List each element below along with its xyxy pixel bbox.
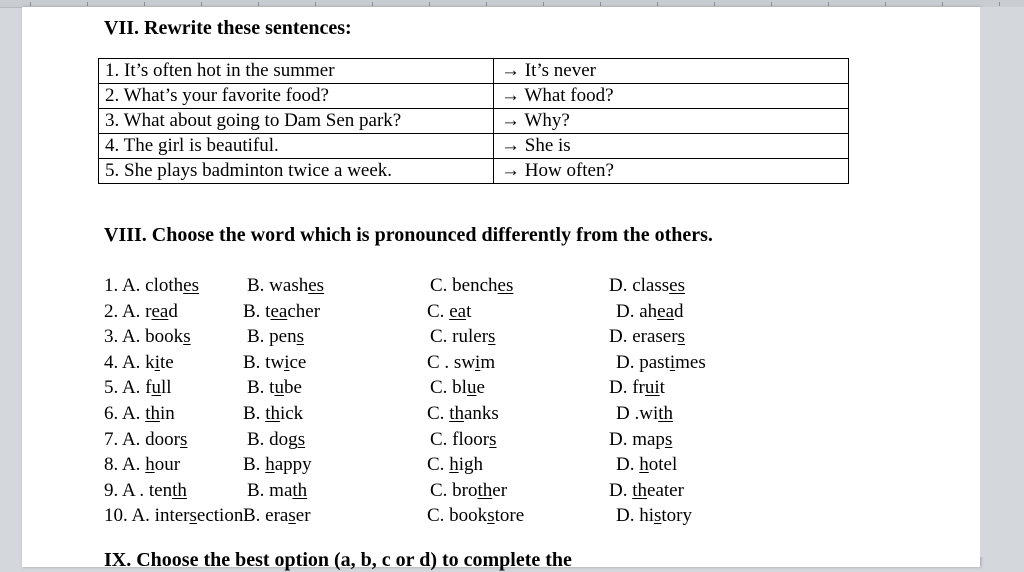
option-text: D. eraser: [609, 326, 678, 348]
original-sentence: 3. What about going to Dam Sen park?: [99, 109, 494, 134]
underlined-sound: s: [489, 428, 497, 450]
option-text: 4. A. k: [104, 351, 155, 373]
option-text: igh: [458, 454, 483, 476]
ruler-tick: [144, 2, 145, 6]
option-text: B. wash: [247, 275, 309, 296]
option-text: d: [674, 300, 684, 322]
option-c: [430, 274, 513, 298]
option-text: C. book: [427, 505, 488, 527]
option-text: D. fr: [609, 377, 645, 399]
underlined-sound: s: [180, 428, 188, 450]
option-text: ce: [289, 351, 307, 373]
underlined-sound: th: [477, 479, 493, 501]
option-a: [104, 428, 187, 452]
underlined-sound: es: [308, 275, 325, 296]
option-a: [104, 274, 199, 298]
option-text: 9. A . ten: [104, 479, 173, 501]
option-d: [616, 453, 677, 477]
option-b: [247, 274, 324, 298]
option-b: [243, 402, 303, 426]
option-c: [430, 376, 485, 400]
option-text: D. map: [609, 428, 665, 450]
option-text: appy: [274, 454, 312, 476]
option-text: B. dog: [247, 428, 298, 450]
option-text: B. ma: [247, 479, 293, 501]
option-text: C. ruler: [430, 326, 489, 348]
option-b: [243, 453, 312, 477]
option-text: B.: [243, 403, 266, 424]
underlined-sound: u: [466, 377, 477, 399]
table-row: [99, 84, 849, 109]
option-text: anks: [463, 403, 499, 424]
option-text: t: [659, 377, 665, 399]
underlined-sound: s: [487, 505, 495, 527]
rewrite-prompt: → It’s never: [494, 59, 849, 84]
ruler-tick: [315, 2, 316, 6]
option-text: our: [154, 454, 181, 476]
option-text: B. t: [247, 377, 275, 399]
option-text: C.: [427, 454, 450, 476]
ruler-tick: [429, 2, 430, 6]
underlined-sound: th: [658, 403, 674, 424]
rewrite-prompt: → How often?: [494, 159, 849, 184]
underlined-sound: th: [632, 479, 648, 501]
option-d: [609, 428, 672, 452]
option-b: [247, 479, 307, 503]
option-c: [427, 300, 471, 324]
table-row: [99, 159, 849, 184]
option-c: [430, 325, 495, 349]
ruler-tick: [30, 2, 31, 6]
underlined-sound: s: [488, 326, 496, 348]
option-text: cher: [287, 300, 321, 322]
option-text: be: [283, 377, 302, 399]
option-d: [609, 376, 665, 400]
ruler-tick: [258, 2, 259, 6]
option-text: B. tw: [243, 351, 285, 373]
option-text: te: [159, 351, 174, 373]
underlined-sound: i: [475, 351, 481, 373]
ruler-tick: [999, 2, 1000, 6]
section-7-title: VII. Rewrite these sentences:: [104, 17, 352, 39]
underlined-sound: ea: [151, 300, 169, 322]
ruler-tick: [486, 2, 487, 6]
option-text: C.: [427, 300, 450, 322]
underlined-sound: i: [669, 351, 676, 373]
table-row: [99, 59, 849, 84]
option-text: d: [168, 300, 178, 322]
option-d: [616, 504, 692, 528]
option-text: mes: [675, 351, 706, 373]
underlined-sound: ea: [270, 300, 288, 322]
option-text: C. bro: [430, 479, 478, 501]
option-a: [104, 300, 178, 324]
underlined-sound: es: [669, 275, 685, 296]
underlined-sound: es: [497, 275, 514, 296]
option-b: [243, 504, 311, 528]
ruler-tick: [87, 2, 88, 6]
underlined-sound: s: [654, 505, 662, 527]
rewrite-prompt: → Why?: [494, 109, 849, 134]
option-text: D.: [616, 454, 640, 476]
option-c: [427, 402, 499, 426]
option-d: [616, 300, 684, 324]
option-text: er: [295, 505, 311, 527]
ruler-tick: [885, 2, 886, 6]
underlined-sound: th: [145, 403, 160, 424]
underlined-sound: u: [151, 377, 161, 399]
option-text: D.: [609, 479, 633, 501]
option-text: B. t: [243, 300, 271, 322]
original-sentence: 1. It’s often hot in the summer: [99, 59, 494, 84]
option-text: C. bench: [430, 275, 498, 296]
option-text: D. class: [609, 275, 670, 296]
page-side-area: [980, 7, 1024, 557]
ruler-tick: [942, 2, 943, 6]
option-text: B. era: [243, 505, 289, 527]
underlined-sound: s: [677, 326, 685, 348]
underlined-sound: s: [296, 326, 305, 348]
option-text: in: [159, 403, 175, 424]
option-text: D. past: [616, 351, 670, 373]
option-text: C. bl: [430, 377, 467, 399]
option-c: [427, 453, 483, 477]
option-a: [104, 504, 243, 528]
underlined-sound: ui: [644, 377, 660, 399]
underlined-sound: th: [172, 479, 187, 501]
option-text: ick: [279, 403, 304, 424]
ruler-tick: [372, 2, 373, 6]
option-text: ection: [196, 505, 244, 527]
option-text: eater: [647, 479, 684, 501]
underlined-sound: h: [639, 454, 649, 476]
rewrite-prompt: → She is: [494, 134, 849, 159]
option-a: [104, 325, 191, 349]
underlined-sound: s: [288, 505, 296, 527]
option-c: [427, 351, 495, 375]
option-text: t: [466, 300, 472, 322]
option-c: [430, 479, 507, 503]
underlined-sound: ea: [449, 300, 467, 322]
option-text: tore: [494, 505, 525, 527]
underlined-sound: es: [183, 275, 199, 296]
option-c: [427, 504, 524, 528]
underlined-sound: th: [449, 403, 464, 424]
option-d: [609, 274, 685, 298]
option-a: [104, 376, 172, 400]
option-b: [243, 300, 320, 324]
option-text: tory: [661, 505, 693, 527]
option-a: [104, 479, 187, 503]
rewrite-table: [98, 58, 849, 184]
option-text: 6. A.: [104, 403, 146, 424]
table-row: [99, 109, 849, 134]
option-b: [247, 428, 305, 452]
option-text: D. hi: [616, 505, 654, 527]
option-text: C.: [427, 403, 450, 424]
rewrite-prompt: → What food?: [494, 84, 849, 109]
option-b: [247, 325, 304, 349]
option-a: [104, 351, 174, 375]
underlined-sound: s: [183, 326, 191, 348]
section-8-title: VIII. Choose the word which is pronounced differently from the others.: [104, 224, 713, 246]
option-text: 10. A. inter: [104, 505, 190, 527]
underlined-sound: s: [189, 505, 197, 527]
underlined-sound: s: [297, 428, 306, 450]
option-b: [247, 376, 302, 400]
option-text: m: [480, 351, 496, 373]
table-row: [99, 134, 849, 159]
option-text: 2. A. r: [104, 300, 152, 322]
option-d: [609, 479, 684, 503]
ruler-tick: [714, 2, 715, 6]
option-text: C. floor: [430, 428, 490, 450]
option-a: [104, 402, 175, 426]
option-text: C . sw: [427, 351, 476, 373]
option-d: [609, 325, 685, 349]
underlined-sound: ea: [657, 300, 675, 322]
ruler-tick: [828, 2, 829, 6]
underlined-sound: th: [292, 479, 308, 501]
option-text: 8. A.: [104, 454, 146, 476]
option-text: 3. A. book: [104, 326, 184, 348]
ruler-tick: [600, 2, 601, 6]
underlined-sound: s: [664, 428, 673, 450]
option-d: [616, 402, 673, 426]
original-sentence: 4. The girl is beautiful.: [99, 134, 494, 159]
option-text: 7. A. door: [104, 428, 180, 450]
option-b: [243, 351, 306, 375]
option-text: D .wi: [616, 403, 659, 424]
option-c: [430, 428, 497, 452]
option-text: ll: [161, 377, 172, 399]
option-text: er: [492, 479, 508, 501]
underlined-sound: th: [265, 403, 280, 424]
original-sentence: 5. She plays badminton twice a week.: [99, 159, 494, 184]
option-text: otel: [648, 454, 678, 476]
underlined-sound: i: [154, 351, 160, 373]
original-sentence: 2. What’s your favorite food?: [99, 84, 494, 109]
ruler-tick: [201, 2, 202, 6]
ruler-tick: [543, 2, 544, 6]
underlined-sound: h: [265, 454, 275, 476]
option-text: e: [476, 377, 485, 399]
next-section-title-partial: [104, 549, 684, 557]
option-text: 1. A. cloth: [104, 275, 184, 296]
ruler-tick: [657, 2, 658, 6]
underlined-sound: u: [274, 377, 284, 399]
option-text: B. pen: [247, 326, 297, 348]
ruler-tick: [771, 2, 772, 6]
option-d: [616, 351, 706, 375]
option-text: D. ah: [616, 300, 658, 322]
underlined-sound: h: [449, 454, 459, 476]
option-a: [104, 453, 180, 477]
option-text: B.: [243, 454, 266, 476]
underlined-sound: i: [284, 351, 290, 373]
underlined-sound: h: [145, 454, 155, 476]
option-text: 5. A. f: [104, 377, 152, 399]
